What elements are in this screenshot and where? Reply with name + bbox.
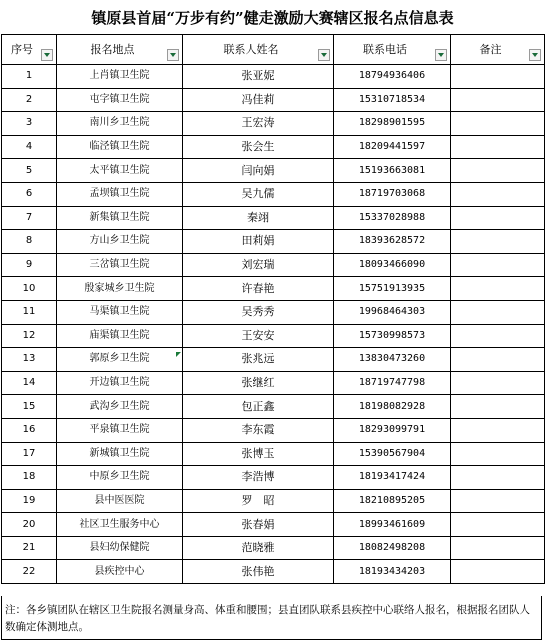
cell-location[interactable]: 县妇幼保健院 [57, 536, 183, 560]
table-row [2, 300, 545, 324]
header-location-label: 报名地点 [90, 42, 135, 56]
cell-seq[interactable]: 19 [2, 489, 57, 513]
cell-remark[interactable] [451, 182, 545, 206]
cell-contact[interactable]: 刘宏瑞 [183, 253, 334, 277]
table-row [2, 206, 545, 230]
cell-seq[interactable]: 13 [2, 348, 57, 372]
cell-remark[interactable] [451, 371, 545, 395]
table-row [2, 513, 545, 537]
cell-location[interactable]: 殷家城乡卫生院 [57, 277, 183, 301]
cell-seq[interactable]: 21 [2, 536, 57, 560]
table-row [2, 112, 545, 136]
cell-phone[interactable]: 15193663081 [334, 159, 451, 183]
cell-location[interactable]: 上肖镇卫生院 [57, 65, 183, 89]
cell-location[interactable]: 郭原乡卫生院 [57, 348, 183, 372]
cell-seq[interactable]: 15 [2, 395, 57, 419]
table-row [2, 466, 545, 490]
cell-phone[interactable]: 15751913935 [334, 277, 451, 301]
cell-remark[interactable] [451, 253, 545, 277]
cell-location[interactable]: 县中医医院 [57, 489, 183, 513]
cell-phone[interactable]: 18082498208 [334, 536, 451, 560]
table-row [2, 135, 545, 159]
cell-phone[interactable]: 15337028988 [334, 206, 451, 230]
table-row [2, 253, 545, 277]
cell-phone[interactable]: 18393628572 [334, 230, 451, 254]
cell-seq[interactable]: 10 [2, 277, 57, 301]
table-row [2, 442, 545, 466]
cell-location[interactable]: 武沟乡卫生院 [57, 395, 183, 419]
cell-seq[interactable]: 22 [2, 560, 57, 584]
cell-remark[interactable] [451, 466, 545, 490]
header-phone-label: 联系电话 [363, 42, 407, 56]
table-row [2, 277, 545, 301]
cell-remark[interactable] [451, 395, 545, 419]
cell-remark[interactable] [451, 206, 545, 230]
cell-phone[interactable]: 19968464303 [334, 300, 451, 324]
cell-contact[interactable]: 罗 昭 [183, 489, 334, 513]
cell-location[interactable]: 马渠镇卫生院 [57, 300, 183, 324]
cell-contact[interactable]: 秦翊 [183, 206, 334, 230]
cell-remark[interactable] [451, 348, 545, 372]
cell-contact[interactable]: 范晓雅 [183, 536, 334, 560]
cell-phone[interactable]: 18210895205 [334, 489, 451, 513]
cell-seq[interactable]: 5 [2, 159, 57, 183]
table-row [2, 65, 545, 89]
cell-contact[interactable]: 张继红 [183, 371, 334, 395]
cell-seq[interactable]: 16 [2, 418, 57, 442]
cell-remark[interactable] [451, 513, 545, 537]
header-phone [334, 35, 451, 65]
cell-seq[interactable]: 1 [2, 65, 57, 89]
table-row [2, 371, 545, 395]
table-row [2, 159, 545, 183]
cell-remark[interactable] [451, 489, 545, 513]
cell-contact[interactable]: 张兆远 [183, 348, 334, 372]
header-row [2, 35, 545, 65]
cell-location[interactable]: 孟坝镇卫生院 [57, 182, 183, 206]
header-remark [451, 35, 545, 65]
cell-location[interactable]: 中原乡卫生院 [57, 466, 183, 490]
cell-contact[interactable]: 许春艳 [183, 277, 334, 301]
cell-phone[interactable]: 15730998573 [334, 324, 451, 348]
filter-dropdown-icon[interactable] [41, 49, 53, 61]
cell-seq[interactable]: 17 [2, 442, 57, 466]
header-contact-label: 联系人姓名 [223, 42, 279, 56]
table-row [2, 489, 545, 513]
cell-location[interactable]: 屯字镇卫生院 [57, 88, 183, 112]
table-row [2, 395, 545, 419]
table-row [2, 230, 545, 254]
cell-seq[interactable]: 6 [2, 182, 57, 206]
cell-phone[interactable]: 18198082928 [334, 395, 451, 419]
cell-contact[interactable]: 田莉娟 [183, 230, 334, 254]
registration-table [1, 34, 545, 584]
cell-remark[interactable] [451, 65, 545, 89]
cell-phone[interactable]: 18993461609 [334, 513, 451, 537]
cell-location[interactable]: 新集镇卫生院 [57, 206, 183, 230]
cell-seq[interactable]: 18 [2, 466, 57, 490]
footnote: 注：各乡镇团队在辖区卫生院报名测量身高、体重和腰围；县直团队联系县疾控中心联络人报名，根据报名团队人数确定体测地点。 [1, 596, 542, 640]
filter-dropdown-icon[interactable] [167, 49, 179, 61]
cell-contact[interactable]: 王宏涛 [183, 112, 334, 136]
filter-dropdown-icon[interactable] [529, 49, 541, 61]
cell-seq[interactable]: 4 [2, 135, 57, 159]
cell-remark[interactable] [451, 300, 545, 324]
table-row [2, 182, 545, 206]
cell-contact[interactable]: 闫向娟 [183, 159, 334, 183]
cell-remark[interactable] [451, 277, 545, 301]
cell-seq[interactable]: 14 [2, 371, 57, 395]
cell-contact[interactable]: 冯佳莉 [183, 88, 334, 112]
cell-comment-marker [176, 352, 181, 357]
cell-contact[interactable]: 吴秀秀 [183, 300, 334, 324]
cell-remark[interactable] [451, 536, 545, 560]
cell-phone[interactable]: 18093466090 [334, 253, 451, 277]
cell-contact[interactable]: 吴九儒 [183, 182, 334, 206]
cell-location[interactable]: 庙渠镇卫生院 [57, 324, 183, 348]
cell-remark[interactable] [451, 324, 545, 348]
cell-contact[interactable]: 包正鑫 [183, 395, 334, 419]
cell-phone[interactable]: 18193417424 [334, 466, 451, 490]
header-seq [2, 35, 57, 65]
table-row [2, 348, 545, 372]
cell-remark[interactable] [451, 135, 545, 159]
cell-phone[interactable]: 18209441597 [334, 135, 451, 159]
filter-dropdown-icon[interactable] [318, 49, 330, 61]
cell-seq[interactable]: 9 [2, 253, 57, 277]
cell-seq[interactable]: 11 [2, 300, 57, 324]
header-contact [183, 35, 334, 65]
cell-seq[interactable]: 7 [2, 206, 57, 230]
cell-phone[interactable]: 18293099791 [334, 418, 451, 442]
header-remark-label: 备注 [479, 42, 502, 56]
cell-contact[interactable]: 王安安 [183, 324, 334, 348]
header-location [57, 35, 183, 65]
cell-phone[interactable]: 18193434203 [334, 560, 451, 584]
cell-phone[interactable]: 13830473260 [334, 348, 451, 372]
cell-remark[interactable] [451, 159, 545, 183]
cell-remark[interactable] [451, 560, 545, 584]
cell-seq[interactable]: 12 [2, 324, 57, 348]
cell-phone[interactable]: 15310718534 [334, 88, 451, 112]
cell-phone[interactable]: 18719747798 [334, 371, 451, 395]
cell-location[interactable]: 方山乡卫生院 [57, 230, 183, 254]
cell-contact[interactable]: 李浩博 [183, 466, 334, 490]
cell-contact[interactable]: 张亚妮 [183, 65, 334, 89]
cell-location[interactable]: 新城镇卫生院 [57, 442, 183, 466]
cell-remark[interactable] [451, 418, 545, 442]
table-row [2, 560, 545, 584]
cell-contact[interactable]: 张会生 [183, 135, 334, 159]
table-row [2, 418, 545, 442]
cell-seq[interactable]: 3 [2, 112, 57, 136]
cell-remark[interactable] [451, 88, 545, 112]
cell-contact[interactable]: 张伟艳 [183, 560, 334, 584]
cell-location[interactable]: 社区卫生服务中心 [57, 513, 183, 537]
table-row [2, 88, 545, 112]
cell-phone[interactable]: 18719703068 [334, 182, 451, 206]
cell-remark[interactable] [451, 442, 545, 466]
cell-contact[interactable]: 张春娟 [183, 513, 334, 537]
cell-remark[interactable] [451, 230, 545, 254]
cell-location[interactable]: 临泾镇卫生院 [57, 135, 183, 159]
cell-seq[interactable]: 20 [2, 513, 57, 537]
cell-location[interactable]: 县疾控中心 [57, 560, 183, 584]
sheet-title: 镇原县首届“万步有约”健走激励大赛辖区报名点信息表 [91, 8, 454, 27]
cell-seq[interactable]: 8 [2, 230, 57, 254]
cell-location[interactable]: 平泉镇卫生院 [57, 418, 183, 442]
cell-location[interactable]: 南川乡卫生院 [57, 112, 183, 136]
filter-dropdown-icon[interactable] [435, 49, 447, 61]
cell-contact[interactable]: 张博玉 [183, 442, 334, 466]
cell-location[interactable]: 三岔镇卫生院 [57, 253, 183, 277]
cell-phone[interactable]: 18794936406 [334, 65, 451, 89]
header-seq-label: 序号 [11, 42, 33, 56]
cell-seq[interactable]: 2 [2, 88, 57, 112]
cell-remark[interactable] [451, 112, 545, 136]
cell-location[interactable]: 开边镇卫生院 [57, 371, 183, 395]
table-row [2, 324, 545, 348]
table-row [2, 536, 545, 560]
cell-location[interactable]: 太平镇卫生院 [57, 159, 183, 183]
cell-phone[interactable]: 18298901595 [334, 112, 451, 136]
cell-phone[interactable]: 15390567904 [334, 442, 451, 466]
cell-contact[interactable]: 李东霞 [183, 418, 334, 442]
